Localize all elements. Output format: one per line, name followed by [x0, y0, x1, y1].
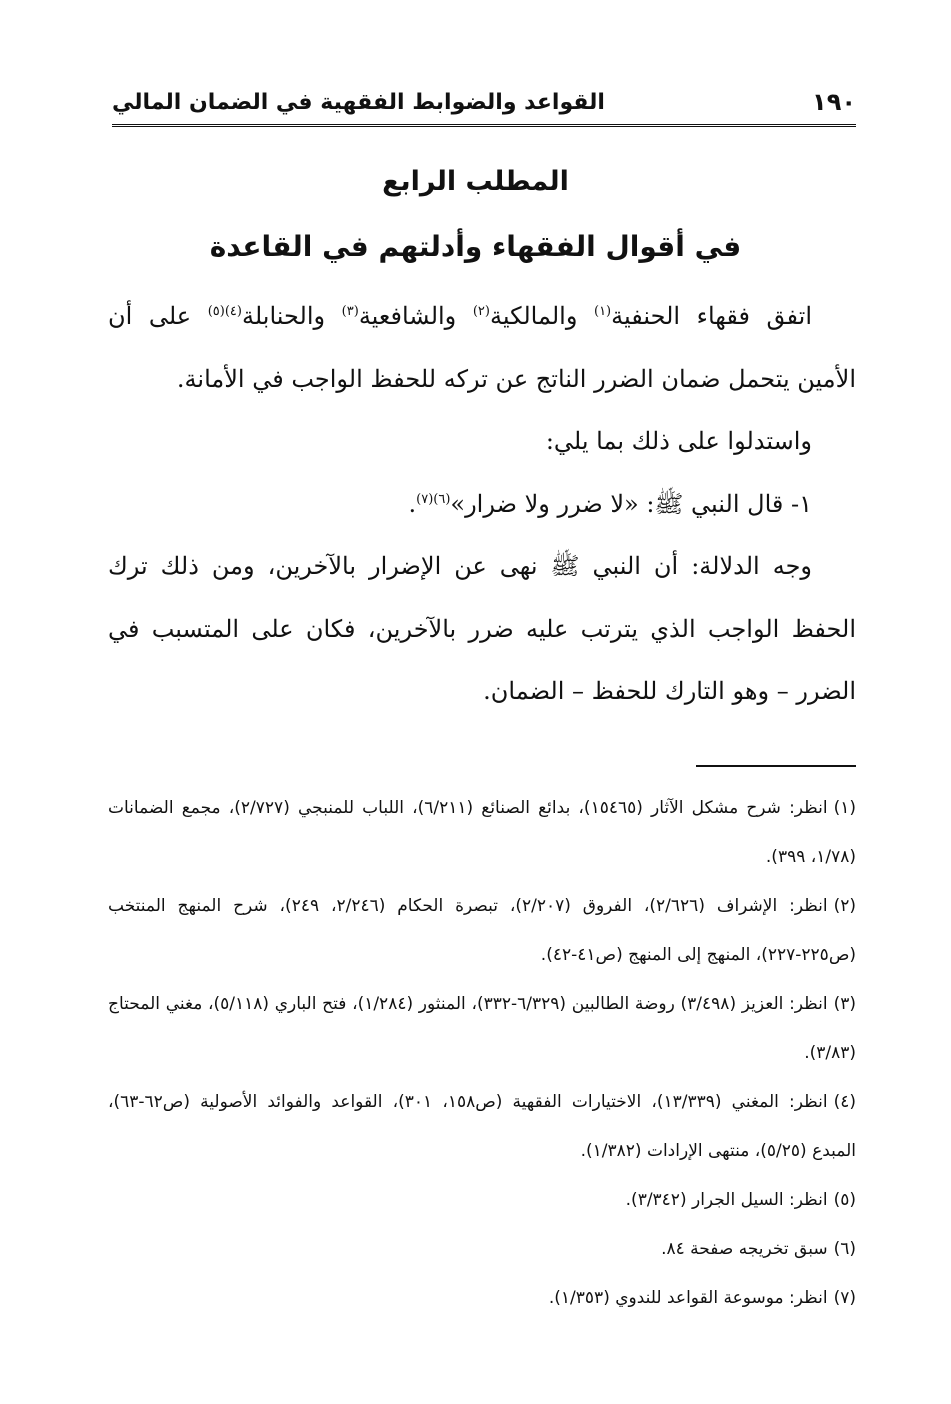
footnote-text: انظر: شرح مشكل الآثار (١٥٤٦٥)، بدائع الصنائع (٦/٢١١)، اللباب للمنبجي (٢/٧٢٧)، مجمع الضمانات (١/٧٨، ٣٩٩). — [108, 798, 856, 867]
text-run: اتفق فقهاء الحنفية — [611, 302, 812, 330]
footnote-number: (٥) — [833, 1190, 856, 1210]
footnote-number: (٧) — [833, 1288, 856, 1308]
footnote-number: (٣) — [833, 994, 856, 1014]
footnote-item — [108, 980, 856, 1078]
running-title: القواعد والضوابط الفقهية في الضمان المالي — [112, 89, 605, 115]
footnote-marker[interactable]: (١) — [593, 304, 612, 319]
section-subtitle: في أقوال الفقهاء وأدلتهم في القاعدة — [209, 230, 742, 263]
footnote-number: (٦) — [833, 1239, 856, 1259]
footnote-item — [108, 1176, 856, 1225]
paragraph-consensus — [108, 285, 856, 410]
text-run: . — [408, 489, 417, 518]
footnote-marker[interactable]: (٦)(٧) — [416, 491, 451, 507]
text-run: ١- قال النبي ﷺ: «لا ضرر ولا ضرار» — [450, 489, 812, 518]
footnote-text: انظر: العزيز (٣/٤٩٨) روضة الطالبين (٦/٣٢٩-٣٣٢)، المنثور (١/٢٨٤)، فتح الباري (٥/١١٨)، مغني المحتاج (٣/٨٣). — [108, 994, 856, 1063]
footnote-item — [108, 784, 856, 882]
footnote-item — [108, 1225, 856, 1274]
section-label: المطلب الرابع — [382, 166, 569, 197]
page-header — [112, 80, 856, 127]
paragraph-evidence-intro: واستدلوا على ذلك بما يلي: — [545, 427, 812, 455]
text-run: والمالكية — [489, 302, 594, 330]
footnote-item — [108, 1274, 856, 1323]
footnote-marker[interactable]: (٣) — [341, 304, 359, 319]
footnote-marker[interactable]: (٢) — [472, 304, 490, 319]
footnote-marker[interactable]: (٤)(٥) — [207, 304, 242, 319]
footnote-number: (٤) — [833, 1092, 856, 1112]
footnote-number: (٢) — [833, 896, 857, 916]
footnote-text: انظر: المغني (١٣/٣٣٩)، الاختيارات الفقهية (ص١٥٨، ٣٠١)، القواعد والفوائد الأصولية (ص٦٢-٦٣)، المبدع (٥/٢٥)، منتهى الإرادات (١/٣٨٢). — [108, 1092, 856, 1161]
footnote-text: انظر: الإشراف (٢/٦٢٦)، الفروق (٢/٢٠٧)، تبصرة الحكام (٢/٢٤٦، ٢٤٩)، شرح المنهج المنتخب (ص٢٢٥-٢٢٧)، المنهج إلى المنهج (ص٤١-٤٢). — [108, 896, 856, 965]
body-text — [108, 285, 856, 723]
footnote-item — [108, 882, 856, 980]
footnote-text: سبق تخريجه صفحة ٨٤. — [661, 1239, 828, 1259]
footnote-text: انظر: السيل الجرار (٣/٣٤٢). — [625, 1190, 828, 1210]
footnote-divider — [696, 765, 856, 767]
text-run: والحنابلة — [241, 302, 342, 330]
paragraph-inference: وجه الدلالة: أن النبي ﷺ نهى عن الإضرار بالآخرين، ومن ذلك ترك الحفظ الواجب الذي يترتب عليه ضرر بالآخرين، فكان على المتسبب في الضرر – وهو التارك للحفظ – الضمان. — [108, 552, 856, 705]
page-number: ١٩٠ — [812, 88, 856, 116]
paragraph-hadith — [108, 473, 856, 536]
footnote-text: انظر: موسوعة القواعد للندوي (١/٣٥٣). — [548, 1288, 828, 1308]
footnotes — [108, 784, 856, 1323]
footnote-item — [108, 1078, 856, 1176]
text-run: على أن الأمين يتحمل ضمان الضرر الناتج عن تركه للحفظ الواجب في الأمانة. — [108, 302, 856, 393]
text-run: والشافعية — [358, 302, 473, 330]
footnote-number: (١) — [833, 798, 856, 818]
